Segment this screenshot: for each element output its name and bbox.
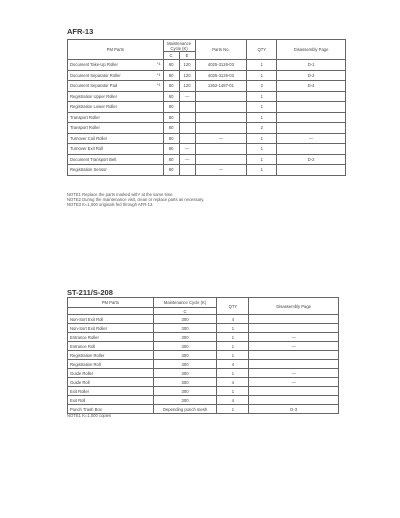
part-name-cell [68, 60, 164, 71]
parts-no-cell [195, 91, 247, 102]
part-name-cell [68, 133, 164, 144]
page-cell: D-4 [277, 81, 346, 92]
cycle-c-cell: 80 [163, 91, 179, 102]
qty-cell: 4 [217, 360, 249, 369]
part-name-cell: Guide Roll [68, 378, 154, 387]
table-row [68, 396, 339, 405]
table-row [68, 165, 346, 176]
table-row [68, 378, 339, 387]
table-row [68, 154, 346, 165]
qty-cell: 1 [217, 405, 249, 414]
part-name-cell: Entrance Roller [68, 333, 154, 342]
cycle-cell: 300 [153, 396, 217, 405]
qty-cell: 4 [217, 315, 249, 324]
qty-cell: 1 [247, 91, 277, 102]
table-row [68, 70, 346, 81]
afr-title: AFR-13 [67, 27, 94, 36]
cycle-c-cell: 80 [163, 154, 179, 165]
st-notes [67, 413, 267, 418]
table-row [68, 315, 339, 324]
cycle-cell: 300 [153, 360, 217, 369]
table-row [68, 112, 346, 123]
part-name-cell [68, 81, 164, 92]
cycle-e-cell [179, 112, 195, 123]
parts-no-cell: 4025-3126-03 [195, 60, 247, 71]
qty-cell: 1 [247, 154, 277, 165]
part-name: Registration Upper Roller [70, 93, 118, 99]
cycle-cell: 300 [153, 369, 217, 378]
part-name-cell [68, 154, 164, 165]
part-name: Transport Roller [70, 114, 100, 120]
st-col-sub-c: C [153, 308, 217, 315]
afr-note-3: NOTE3 K=1,000 originals fed through AFR-13. [67, 202, 154, 208]
cycle-c-cell: 80 [163, 112, 179, 123]
qty-cell: 2 [247, 81, 277, 92]
cycle-c-cell: 80 [163, 81, 179, 92]
part-name-cell: Entrance Roll [68, 342, 154, 351]
parts-no-cell: — [195, 133, 247, 144]
table-row [68, 387, 339, 396]
cycle-c-cell: 80 [163, 60, 179, 71]
cycle-e-cell [179, 102, 195, 113]
qty-cell: 4 [217, 396, 249, 405]
page-cell: D-2 [277, 70, 346, 81]
page-cell: — [249, 369, 339, 378]
st-note-1: NOTE1 K=1,000 copies [67, 413, 112, 418]
part-name-cell [68, 102, 164, 113]
cycle-cell: Depending punch mesh [153, 405, 217, 414]
qty-cell: 1 [247, 112, 277, 123]
parts-no-cell: 1262-1487-01 [195, 81, 247, 92]
cycle-e-cell: 120 [179, 70, 195, 81]
afr-col-parts: PM Parts [68, 40, 164, 60]
cycle-cell: 300 [153, 333, 217, 342]
part-name-cell: Registration Roller [68, 351, 154, 360]
part-name-cell [68, 112, 164, 123]
parts-no-cell: 4025-3126-03 [195, 70, 247, 81]
part-name-cell: Non-Sort Exit Roll [68, 315, 154, 324]
qty-cell: 1 [217, 369, 249, 378]
afr-notes [67, 192, 367, 208]
table-row [68, 144, 346, 155]
table-row [68, 324, 339, 333]
qty-cell: 1 [217, 324, 249, 333]
part-name: Document Separator Pad [70, 83, 118, 89]
page-cell [249, 360, 339, 369]
cycle-c-cell: 80 [163, 102, 179, 113]
part-name-cell [68, 123, 164, 134]
afr-col-qty: QTY [247, 40, 277, 60]
page-cell: D-2 [277, 154, 346, 165]
page-cell [277, 102, 346, 113]
page-cell [277, 91, 346, 102]
st-title: ST-211/S-208 [67, 288, 113, 297]
cycle-e-cell [179, 133, 195, 144]
page-cell: — [249, 378, 339, 387]
qty-cell: 2 [247, 123, 277, 134]
cycle-e-cell: — [179, 91, 195, 102]
st-col-qty: QTY [217, 298, 249, 315]
parts-no-cell: — [195, 165, 247, 176]
parts-no-cell [195, 102, 247, 113]
page-cell [249, 396, 339, 405]
cycle-cell: 300 [153, 378, 217, 387]
st-col-cycle: Maintenance Cycle (K) [153, 298, 217, 308]
parts-no-cell [195, 154, 247, 165]
st-pm-table [67, 297, 339, 414]
qty-cell: 1 [247, 70, 277, 81]
page-cell [249, 324, 339, 333]
afr-col-page: Disassembly Page [277, 40, 346, 60]
afr-col-cycle [163, 40, 195, 52]
afr-note-1: NOTE1 Replace the parts marked with* at the same time. [67, 192, 174, 197]
cycle-c-cell: 80 [163, 70, 179, 81]
table-row [68, 360, 339, 369]
parts-no-cell [195, 112, 247, 123]
afr-col-partsno: Parts No. [195, 40, 247, 60]
afr-col-cycle-line2: Cycle (K) [170, 45, 188, 51]
part-name-cell: Punch Trash Box [68, 405, 154, 414]
table-row [68, 102, 346, 113]
table-row [68, 81, 346, 92]
page-cell: — [249, 333, 339, 342]
page-cell [249, 315, 339, 324]
part-name-cell: Registration Roll [68, 360, 154, 369]
qty-cell: 1 [217, 342, 249, 351]
table-row [68, 369, 339, 378]
table-row [68, 351, 339, 360]
page-cell [249, 387, 339, 396]
qty-cell: 1 [217, 351, 249, 360]
cycle-cell: 300 [153, 315, 217, 324]
parts-no-cell [195, 144, 247, 155]
table-row [68, 123, 346, 134]
part-name-cell [68, 91, 164, 102]
cycle-c-cell: 80 [163, 144, 179, 155]
page-cell: D-1 [277, 60, 346, 71]
part-name: Transport Roller [70, 125, 100, 131]
st-col-parts-blank [68, 308, 154, 315]
part-name: Document Separator Roller [70, 72, 121, 78]
page-cell: D-3 [249, 405, 339, 414]
cycle-c-cell: 80 [163, 165, 179, 176]
part-name: Turnover Exit Roll [70, 146, 104, 152]
part-name-cell [68, 144, 164, 155]
cycle-cell: 300 [153, 387, 217, 396]
cycle-e-cell [179, 123, 195, 134]
afr-pm-table [67, 39, 346, 176]
page-cell [277, 123, 346, 134]
afr-note-2: NOTE2 During the maintenance visit, clean or replace parts as necessary. [67, 197, 205, 203]
replace-mark: *1 [156, 62, 161, 67]
page-cell: — [249, 342, 339, 351]
cycle-e-cell [179, 165, 195, 176]
replace-mark: *1 [156, 72, 161, 77]
cycle-c-cell: 80 [163, 133, 179, 144]
part-name-cell: Non-Sort Exit Roller [68, 324, 154, 333]
page-cell [277, 165, 346, 176]
page-cell [277, 144, 346, 155]
qty-cell: 1 [247, 102, 277, 113]
parts-no-cell [195, 123, 247, 134]
part-name: Document Take-Up Roller [70, 62, 118, 68]
st-col-parts: PM Parts [68, 298, 154, 308]
table-row [68, 333, 339, 342]
qty-cell: 4 [217, 378, 249, 387]
part-name-cell: Guide Roller [68, 369, 154, 378]
replace-mark: *1 [156, 83, 161, 88]
qty-cell: 1 [247, 60, 277, 71]
table-row [68, 133, 346, 144]
part-name-cell: Exit Roll [68, 396, 154, 405]
table-row [68, 60, 346, 71]
st-col-page: Disassembly Page [249, 298, 339, 315]
cycle-cell: 300 [153, 324, 217, 333]
afr-col-cycle-line1: Maintenance [167, 40, 192, 46]
part-name-cell [68, 165, 164, 176]
qty-cell: 1 [247, 133, 277, 144]
qty-cell: 1 [217, 333, 249, 342]
qty-cell: 1 [247, 144, 277, 155]
table-row [68, 91, 346, 102]
qty-cell: 1 [217, 387, 249, 396]
cycle-c-cell: 80 [163, 123, 179, 134]
part-name: Document Transport Belt [70, 156, 117, 162]
afr-col-sub-c: C [163, 52, 179, 60]
cycle-e-cell: 120 [179, 60, 195, 71]
cycle-e-cell: — [179, 144, 195, 155]
part-name-cell [68, 70, 164, 81]
cycle-e-cell: — [179, 154, 195, 165]
qty-cell: 1 [247, 165, 277, 176]
cycle-cell: 300 [153, 351, 217, 360]
page-cell [277, 112, 346, 123]
part-name: Turnover Coil Roller [70, 135, 108, 141]
part-name: Registration Lower Roller [70, 104, 118, 110]
page-cell [249, 351, 339, 360]
part-name-cell: Exit Roller [68, 387, 154, 396]
cycle-cell: 300 [153, 342, 217, 351]
page-cell: — [277, 133, 346, 144]
table-row [68, 342, 339, 351]
cycle-e-cell: 120 [179, 81, 195, 92]
afr-col-sub-e: E [179, 52, 195, 60]
part-name: Registration Sensor [70, 167, 107, 173]
